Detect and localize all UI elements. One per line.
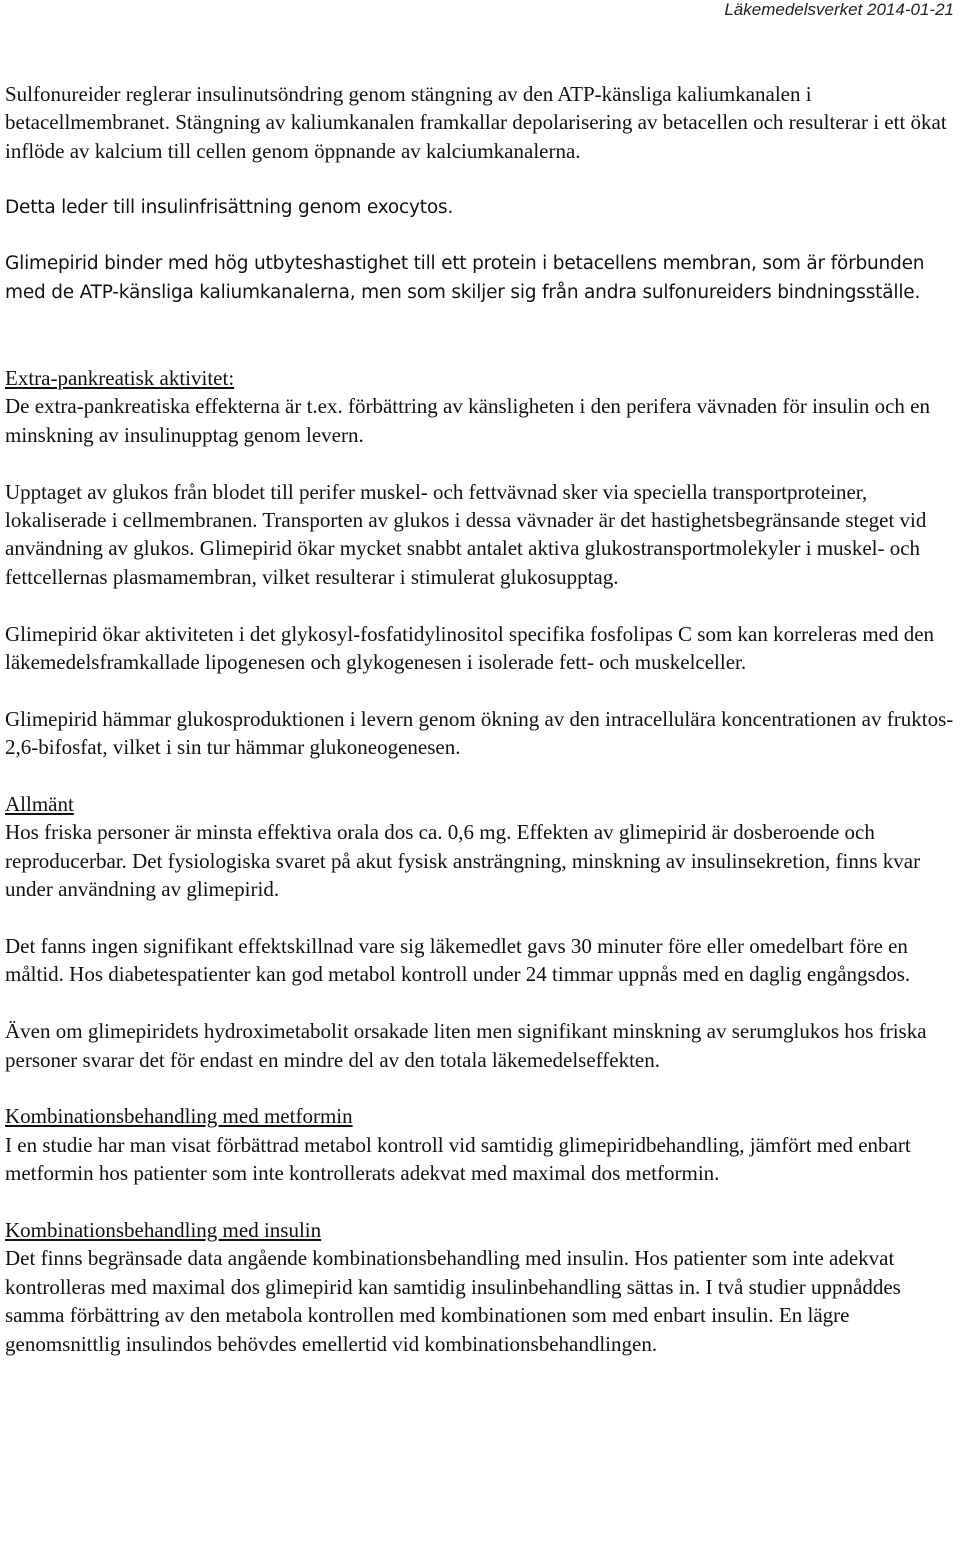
paragraph-effektskillnad: Det fanns ingen signifikant effektskillnad vare sig läkemedlet gavs 30 minuter före eller omedelbart före en måltid. Hos diabetespatienter kan god metabol kontroll under 24 timmar uppnås med en daglig engångsdos. [5, 934, 911, 987]
paragraph-hydroximetabolit: Även om glimepiridets hydroximetabolit orsakade liten men signifikant minskning av serumglukos hos friska personer svarar det för endast en mindre del av den totala läkemedelseffekten. [5, 1019, 927, 1072]
section-body-metformin: I en studie har man visat förbättrad metabol kontroll vid samtidig glimepiridbehandling, jämfört med enbart metformin hos patienter som inte kontrollerats adekvat med maximal dos metformin. [5, 1132, 911, 1186]
section-insulin [5, 1216, 957, 1358]
paragraph-fosfolipas: Glimepirid ökar aktiviteten i det glykosyl-fosfatidylinositol specifika fosfolipas C som kan korreleras med den läkemedelsframkallade lipogenesen och glykogenesen i isolerade fett- och muskelceller. [5, 621, 935, 675]
section-heading-extra-pankreatisk: Extra-pankreatisk aktivitet: [5, 366, 235, 391]
paragraph-exocytos: Detta leder till insulinfrisättning genom exocytos. [5, 196, 454, 218]
paragraph-glimepirid-binder: Glimepirid binder med hög utbyteshastighet till ett protein i betacellens membran, som är förbunden med de ATP-känsliga kaliumkanalerna, men som skiljer sig från andra sulfonureiders bindningsställe. [5, 253, 925, 303]
paragraph-glukosupptag: Upptaget av glukos från blodet till perifer muskel- och fettvävnad sker via speciella transportproteiner, lokaliserade i cellmembranen. Transporten av glukos i dessa vävnader är det hastighetsbegränsande steget vid användning av glukos. Glimepirid ökar mycket snabbt antalet aktiva glukostransportmolekyler i muskel- och fettcellernas plasmamembran, vilket resulterar i stimulerat glukosupptag. [5, 479, 927, 589]
section-body-insulin: Det finns begränsade data angående kombinationsbehandling med insulin. Hos patienter som inte adekvat kontrolleras med maximal dos glimepirid kan samtidig insulinbehandling sättas in. I två studier uppnåddes samma förbättring av den metabola kontrollen med kombinationen som med enbart insulin. En lägre genomsnittlig insulindos behövdes emellertid vid kombinationsbehandlingen. [5, 1246, 901, 1356]
section-body-allmant: Hos friska personer är minsta effektiva orala dos ca. 0,6 mg. Effekten av glimepirid är dosberoende och reproducerbar. Det fysiologiska svaret på akut fysisk ansträngning, minskning av insulinsekretion, finns kvar under användning av glimepirid. [5, 820, 921, 902]
paragraph-sulfonureider: Sulfonureider reglerar insulinutsöndring genom stängning av den ATP-känsliga kaliumkanalen i betacellmembranet. Stängning av kaliumkanalen framkallar depolarisering av betacellen och resulterar i ett ökat inflöde av kalcium till cellen genom öppnande av kalciumkanalerna. [5, 82, 947, 163]
page-header: Läkemedelsverket 2014-01-21 [724, 0, 954, 19]
section-body-extra-pankreatisk: De extra-pankreatiska effekterna är t.ex. förbättring av känsligheten i den perifera vävnaden för insulin och en minskning av insulinupptag genom levern. [5, 394, 930, 447]
document-body [5, 80, 957, 1387]
section-metformin [5, 1102, 957, 1187]
section-heading-metformin: Kombinationsbehandling med metformin [5, 1104, 353, 1129]
paragraph-glukosproduktion: Glimepirid hämmar glukosproduktionen i levern genom ökning av den intracellulära koncentrationen av fruktos-2,6-bifosfat, vilket i sin tur hämmar glukoneogenesen. [5, 706, 954, 760]
section-heading-insulin: Kombinationsbehandling med insulin [5, 1218, 322, 1243]
section-allmant [5, 790, 957, 904]
section-extra-pankreatisk [5, 364, 957, 449]
section-heading-allmant: Allmänt [5, 792, 74, 817]
